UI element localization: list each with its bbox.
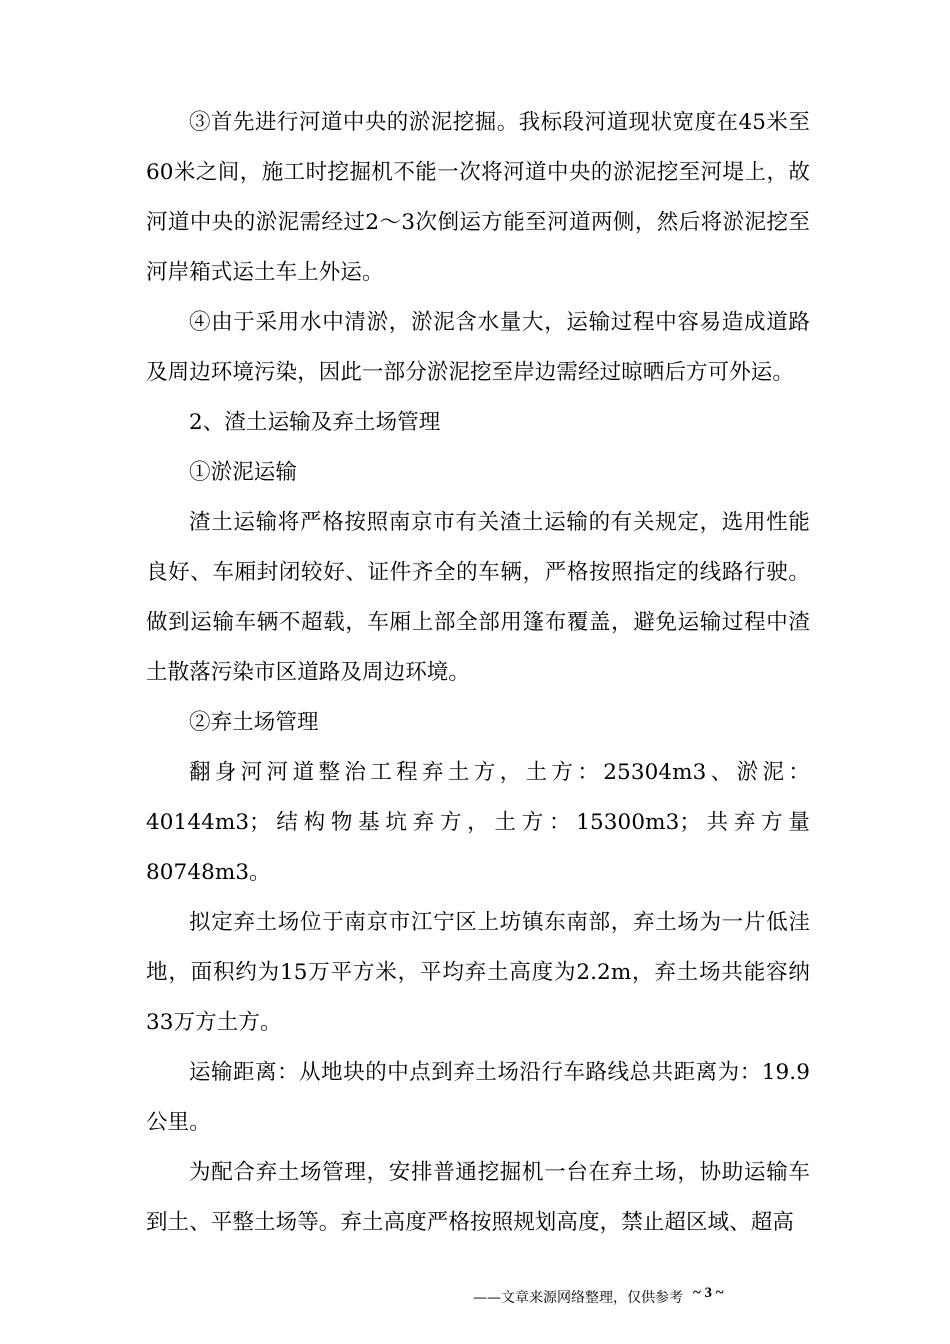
paragraph-spoil-location: 拟定弃土场位于南京市江宁区上坊镇东南部，弃土场为一片低洼地，面积约为15万平方米，平均弃土高度为2.2m，弃土场共能容纳33万方土方。 [146, 910, 810, 1035]
section-heading-transport: 2、渣土运输及弃土场管理 [189, 410, 441, 435]
subheading-spoil-site: ②弃土场管理 [189, 710, 319, 735]
paragraph-silt-drying: ④由于采用水中清淤，淤泥含水量大，运输过程中容易造成道路及周边环境污染，因此一部分淤泥挖至岸边需经过晾晒后方可外运。 [146, 310, 810, 385]
page-footer [473, 1285, 724, 1308]
subheading-silt-transport: ①淤泥运输 [189, 460, 298, 485]
paragraph-site-management: 为配合弃土场管理，安排普通挖掘机一台在弃土场，协助运输车到土、平整土场等。弃土高度严格按照规划高度，禁止超区域、超高 [146, 1160, 810, 1235]
footer-note: ——文章来源网络整理，仅供参考 [473, 1290, 683, 1306]
paragraph-silt-excavation: ③首先进行河道中央的淤泥挖掘。我标段河道现状宽度在45米至60米之间，施工时挖掘机不能一次将河道中央的淤泥挖至河堤上，故河道中央的淤泥需经过2～3次倒运方能至河道两侧，然后将淤泥挖至河岸箱式运土车上外运。 [146, 110, 810, 285]
page-number: ~ 3 ~ [693, 1285, 724, 1301]
paragraph-transport-rules: 渣土运输将严格按照南京市有关渣土运输的有关规定，选用性能良好、车厢封闭较好、证件齐全的车辆，严格按照指定的线路行驶。做到运输车辆不超载，车厢上部全部用篷布覆盖，避免运输过程中渣土散落污染市区道路及周边环境。 [146, 510, 810, 685]
document-body [146, 98, 810, 1248]
paragraph-spoil-volume: 翻身河河道整治工程弃土方，土方：25304m3、淤泥：40144m3；结构物基坑弃方，土方：15300m3；共弃方量80748m3。 [146, 760, 810, 885]
paragraph-transport-distance: 运输距离：从地块的中点到弃土场沿行车路线总共距离为：19.9公里。 [146, 1060, 810, 1135]
